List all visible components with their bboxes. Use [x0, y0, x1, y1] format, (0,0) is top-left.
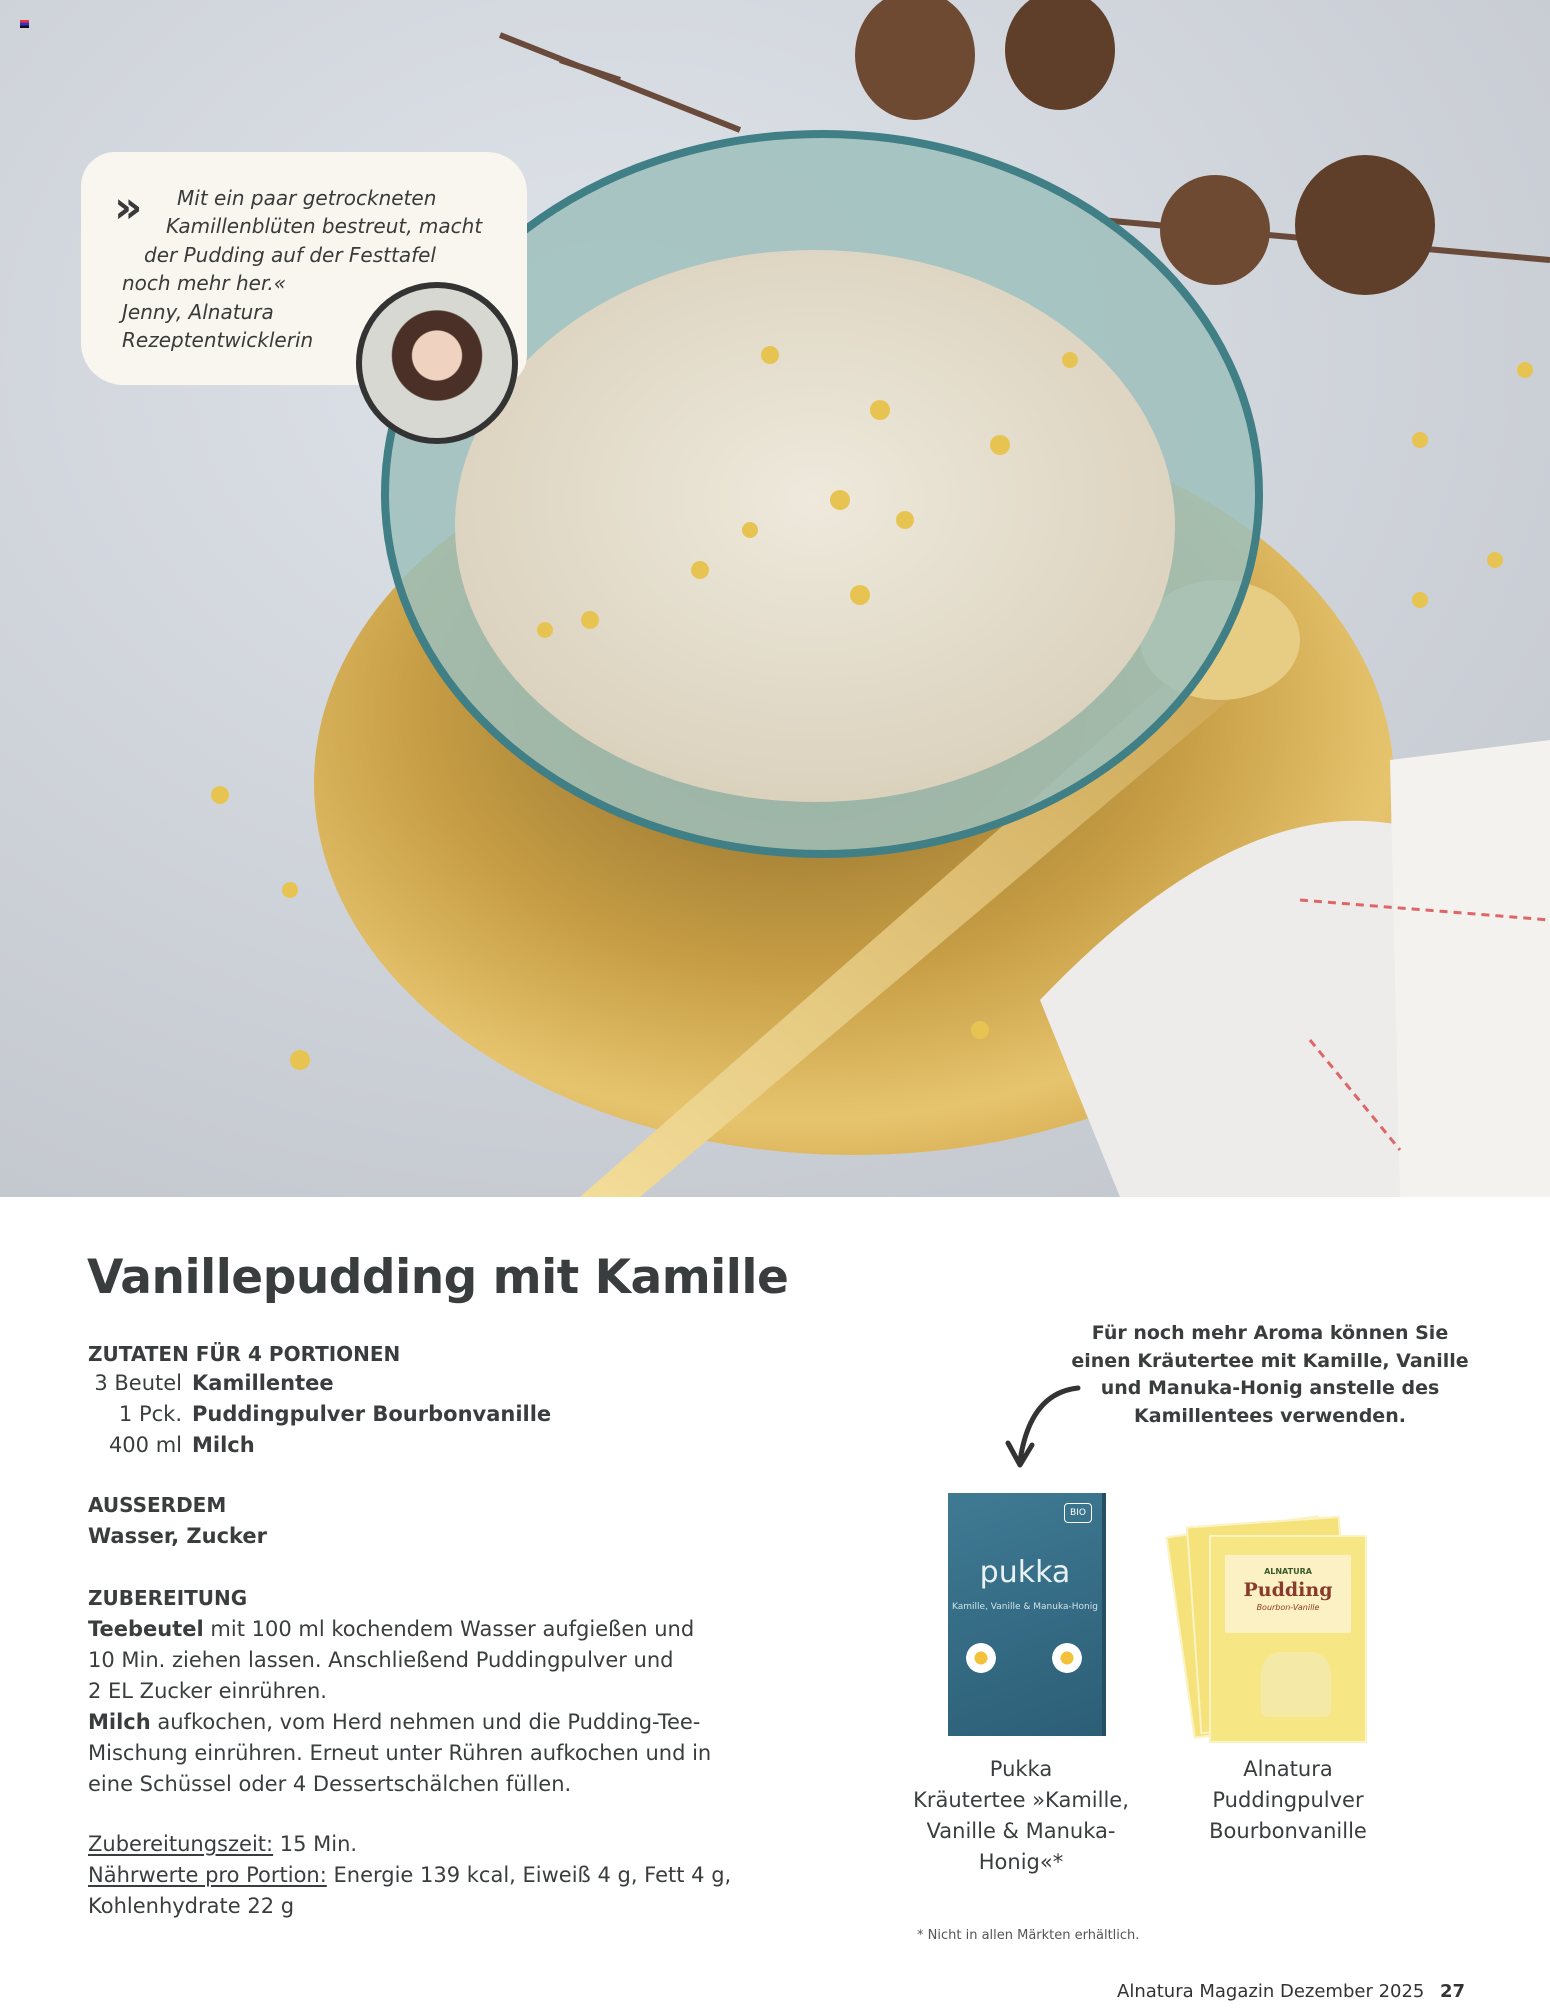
- ingredient-qty: 1 Pck.: [118, 1402, 182, 1426]
- ingredient-item: Milch: [192, 1433, 255, 1457]
- magazine-footer: Alnatura Magazin Dezember 2025: [1117, 1981, 1425, 2002]
- ingredient-item: Puddingpulver Bourbonvanille: [192, 1402, 552, 1426]
- alnatura-pudding-pack: ALNATURA Pudding Bourbon-Vanille: [1179, 1515, 1367, 1742]
- quote-line: der Pudding auf der Festtafel: [144, 243, 436, 267]
- prep-line: Teebeutel mit 100 ml kochendem Wasser aufgießen und: [88, 1617, 695, 1641]
- prep-line: 10 Min. ziehen lassen. Anschließend Puddingpulver und: [88, 1648, 674, 1672]
- prep-line: eine Schüssel oder 4 Dessertschälchen füllen.: [88, 1772, 572, 1796]
- extra-heading: AUSSERDEM: [88, 1493, 227, 1517]
- quote-line: noch mehr her.«: [122, 271, 287, 295]
- prep-time: Zubereitungszeit: 15 Min.: [88, 1832, 358, 1856]
- bio-badge: BIO: [1064, 1503, 1092, 1523]
- quote-author: Jenny, Alnatura: [122, 300, 274, 324]
- page-number: 27: [1440, 1981, 1466, 2002]
- prep-line: Mischung einrühren. Erneut unter Rühren aufkochen und in: [88, 1741, 712, 1765]
- nutrition: Nährwerte pro Portion: Energie 139 kcal, Eiweiß 4 g, Fett 4 g,: [88, 1863, 732, 1887]
- tip-text: Für noch mehr Aroma können Sie einen Kräutertee mit Kamille, Vanille und Manuka-Honig anstelle des Kamillentees verwenden.: [1071, 1322, 1469, 1427]
- ingredients-heading: ZUTATEN FÜR 4 PORTIONEN: [88, 1342, 401, 1366]
- product-caption-alnatura: Alnatura Puddingpulver Bourbonvanille: [1209, 1757, 1367, 1843]
- recipe-title: Vanillepudding mit Kamille: [87, 1250, 789, 1305]
- ingredient-item: Kamillentee: [192, 1371, 334, 1395]
- nutrition-cont: Kohlenhydrate 22 g: [88, 1894, 295, 1918]
- product-caption-pukka: Pukka Kräutertee »Kamille, Vanille & Manuka- Honig«*: [913, 1757, 1129, 1874]
- quote-line: Kamillenblüten bestreut, macht: [166, 214, 483, 238]
- ingredient-qty: 400 ml: [108, 1433, 182, 1457]
- quote-line: Mit ein paar getrockneten: [177, 186, 437, 210]
- prep-heading: ZUBEREITUNG: [88, 1586, 248, 1610]
- print-mark-icon: [20, 20, 29, 28]
- quote-chevron-icon: »: [114, 182, 133, 233]
- pudding: [455, 250, 1175, 802]
- footnote: * Nicht in allen Märkten erhältlich.: [917, 1928, 1140, 1943]
- chamomile-icon: [966, 1643, 996, 1673]
- quote-author-role: Rezeptentwicklerin: [122, 328, 314, 352]
- pukka-logo: pukka: [979, 1555, 1071, 1590]
- extra-items: Wasser, Zucker: [88, 1524, 268, 1548]
- prep-line: 2 EL Zucker einrühren.: [88, 1679, 327, 1703]
- ingredient-qty: 3 Beutel: [94, 1371, 182, 1395]
- curved-arrow-icon: [1000, 1383, 1085, 1473]
- pukka-tea-pack: BIO pukka Kamille, Vanille & Manuka-Honig: [948, 1493, 1102, 1736]
- author-avatar: [356, 282, 518, 444]
- prep-line: Milch aufkochen, vom Herd nehmen und die Pudding-Tee-: [88, 1710, 701, 1734]
- chamomile-icon: [1052, 1643, 1082, 1673]
